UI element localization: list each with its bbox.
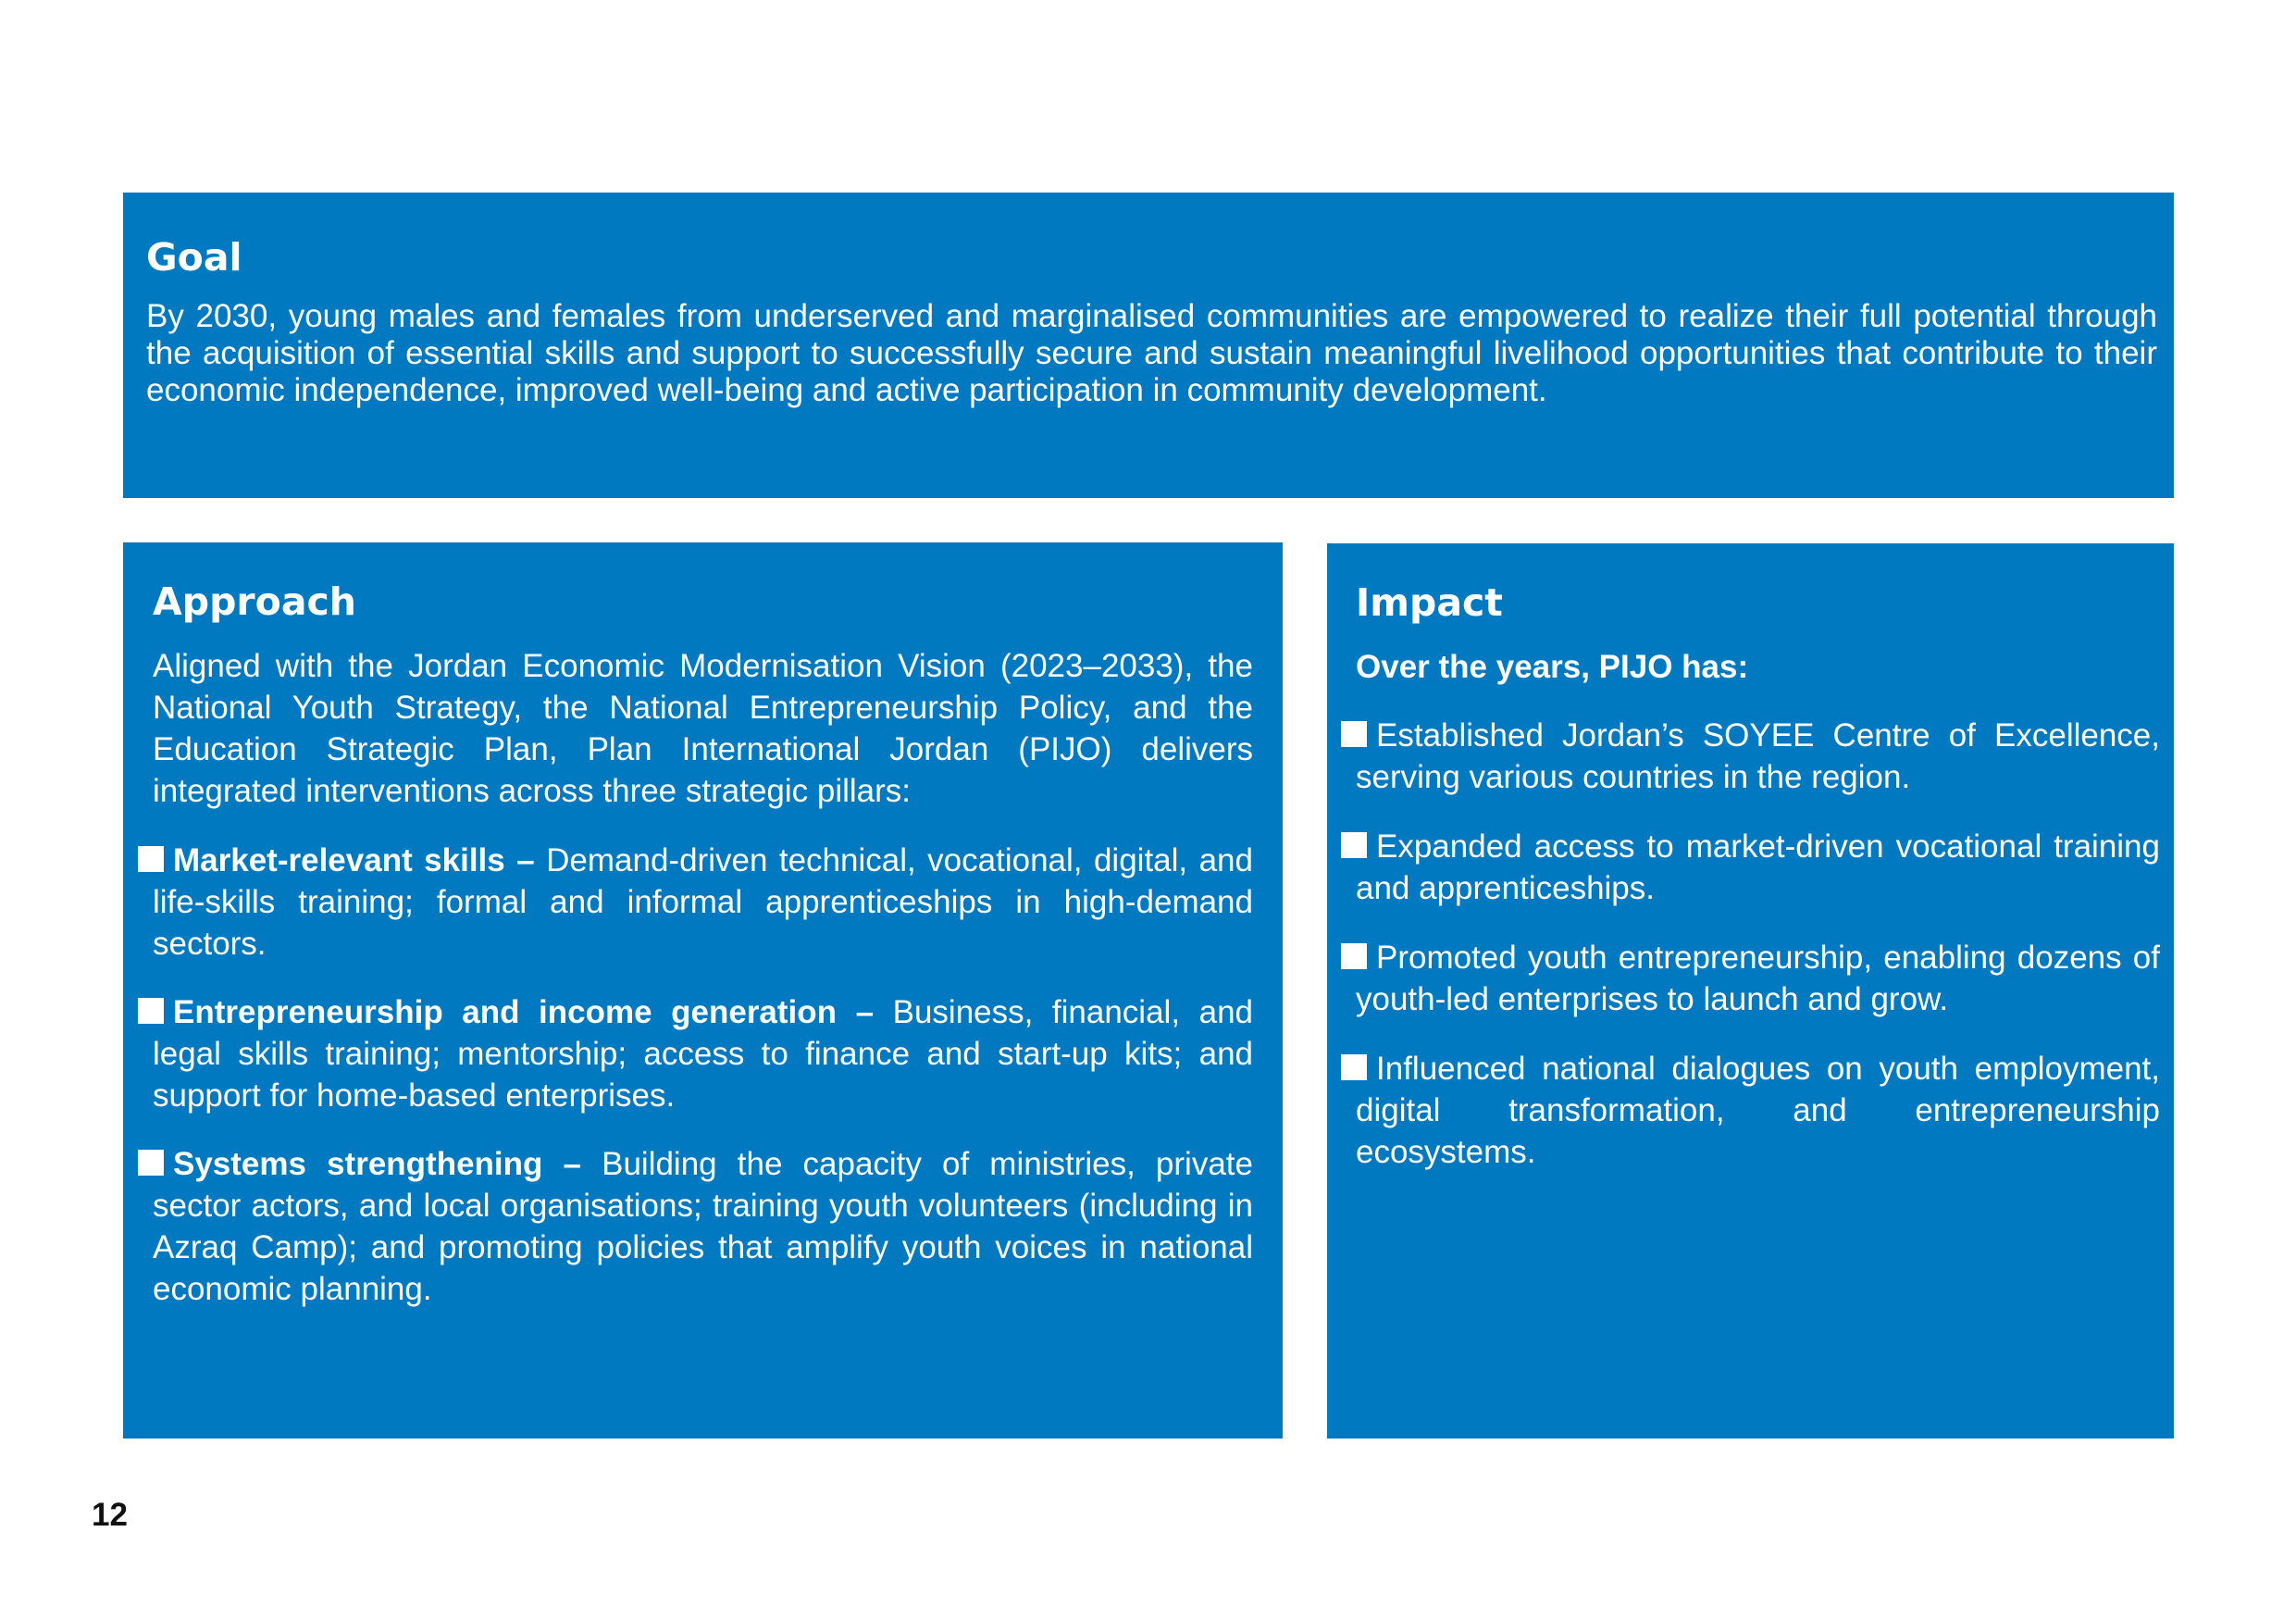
goal-heading: Goal — [146, 235, 242, 280]
pillar-text: Building the capacity of ministries, private sector actors, and local organisations; training youth volunteers (including in Azraq Camp); and promoting policies that amplify youth voices in national economic planning. — [153, 1146, 1253, 1308]
pillar-item — [153, 840, 1253, 965]
square-bullet-icon — [138, 846, 164, 872]
page-number: 12 — [92, 1497, 128, 1533]
impact-item-text: Promoted youth entrepreneurship, enabling dozens of youth-led enterprises to launch and grow. — [1356, 940, 2160, 1018]
approach-panel — [123, 542, 1283, 1438]
goal-text: By 2030, young males and females from underserved and marginalised communities are empowered to realize their full potential through the acquisition of essential skills and support to successfully secure and sustain meaningful livelihood opportunities that contribute to their economic independence, improved well-being and active participation in community development. — [146, 298, 2157, 409]
impact-item-text: Expanded access to market-driven vocational training and apprenticeships. — [1356, 828, 2160, 907]
impact-item — [1356, 937, 2160, 1020]
pillar-item — [153, 1143, 1253, 1310]
square-bullet-icon — [1341, 943, 1367, 969]
square-bullet-icon — [138, 1150, 164, 1176]
approach-heading: Approach — [153, 579, 356, 624]
square-bullet-icon — [138, 998, 164, 1024]
pillar-text: Business, financial, and legal skills training; mentorship; access to finance and start-up kits; and support for home-based enterprises. — [153, 994, 1253, 1115]
pillar-text: Demand-driven technical, vocational, digital, and life-skills training; formal and informal apprenticeships in high-demand sectors. — [153, 842, 1253, 963]
approach-intro: Aligned with the Jordan Economic Modernisation Vision (2023–2033), the National Youth Strategy, the National Entrepreneurship Policy, and the Education Strategic Plan, Plan International Jordan (PIJO) delivers integrated interventions across three strategic pillars: — [153, 648, 1253, 810]
impact-item — [1356, 1048, 2160, 1173]
square-bullet-icon — [1341, 721, 1367, 747]
impact-item-text: Established Jordan’s SOYEE Centre of Excellence, serving various countries in the region. — [1356, 717, 2160, 796]
square-bullet-icon — [1341, 832, 1367, 858]
pillar-item — [153, 991, 1253, 1116]
goal-panel — [123, 193, 2174, 498]
square-bullet-icon — [1341, 1054, 1367, 1080]
pillar-title: Systems strengthening – — [173, 1146, 581, 1183]
impact-item-text: Influenced national dialogues on youth employment, digital transformation, and entrepreneurship ecosystems. — [1356, 1051, 2160, 1171]
impact-item — [1356, 826, 2160, 909]
pillar-title: Entrepreneurship and income generation – — [173, 994, 875, 1031]
impact-item — [1356, 715, 2160, 798]
impact-heading: Impact — [1356, 580, 1503, 625]
pillar-title: Market-relevant skills – — [173, 842, 535, 879]
impact-panel — [1327, 543, 2174, 1438]
impact-lead: Over the years, PIJO has: — [1356, 649, 1749, 686]
